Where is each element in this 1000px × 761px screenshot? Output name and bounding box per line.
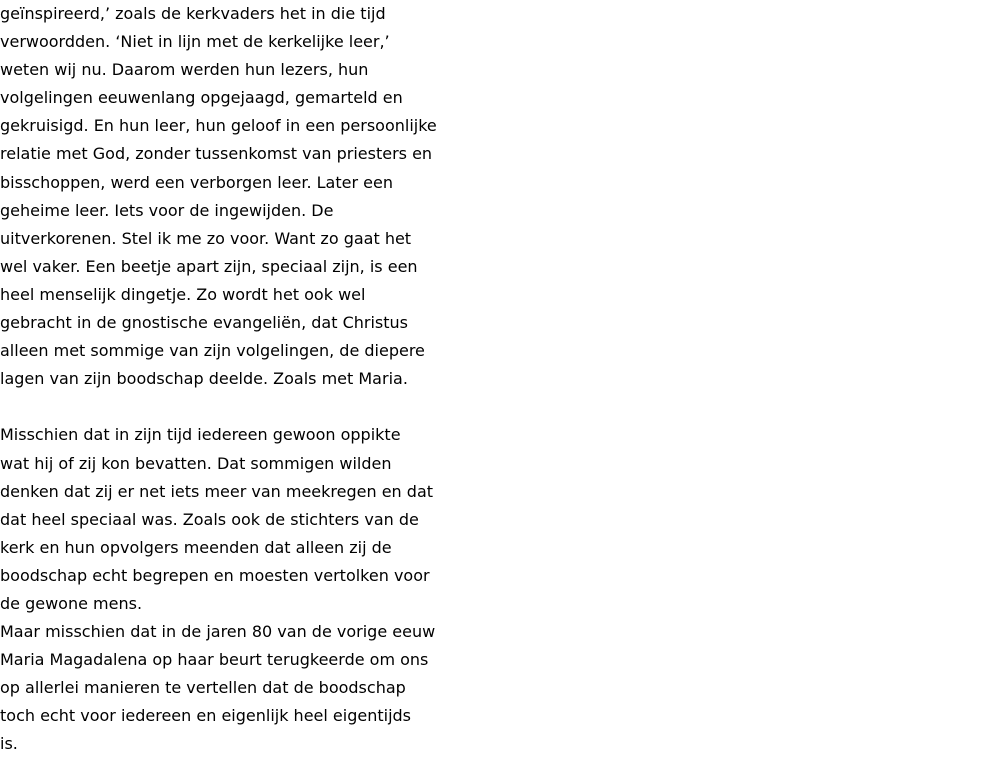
paragraph-gap xyxy=(0,393,500,421)
text-line: op allerlei manieren te vertellen dat de boodschap xyxy=(0,678,406,698)
text-line: toch echt voor iedereen en eigenlijk heel eigentijds xyxy=(0,706,411,726)
text-line: kerk en hun opvolgers meenden dat alleen zij de xyxy=(0,537,392,557)
text-line: dat heel speciaal was. Zoals ook de stichters van de xyxy=(0,509,419,529)
text-line: Maar misschien dat in de jaren 80 van de vorige eeuw xyxy=(0,622,436,642)
text-line: boodschap echt begrepen en moesten vertolken voor xyxy=(0,565,430,585)
body-text xyxy=(0,0,500,759)
text-line: wat hij of zij kon bevatten. Dat sommigen wilden xyxy=(0,453,392,473)
text-line: gekruisigd. En hun leer, hun geloof in een persoonlijke xyxy=(0,116,437,136)
text-line: wel vaker. Een beetje apart zijn, speciaal zijn, is een xyxy=(0,256,418,276)
text-line: heel menselijk dingetje. Zo wordt het ook wel xyxy=(0,284,366,304)
text-line: weten wij nu. Daarom werden hun lezers, hun xyxy=(0,60,369,80)
text-line: lagen van zijn boodschap deelde. Zoals met Maria. xyxy=(0,369,408,389)
text-line: gebracht in de gnostische evangeliën, dat Christus xyxy=(0,313,408,333)
text-line: Misschien dat in zijn tijd iedereen gewoon oppikte xyxy=(0,425,401,445)
text-line: Maria Magadalena op haar beurt terugkeerde om ons xyxy=(0,650,429,670)
text-line: verwoordden. ‘Niet in lijn met de kerkelijke leer,’ xyxy=(0,32,390,52)
text-line: denken dat zij er net iets meer van meekregen en dat xyxy=(0,481,434,501)
text-line: volgelingen eeuwenlang opgejaagd, gemarteld en xyxy=(0,88,403,108)
text-line: relatie met God, zonder tussenkomst van priesters en xyxy=(0,144,433,164)
text-line: geïnspireerd,’ zoals de kerkvaders het in die tijd xyxy=(0,4,386,23)
text-line: de gewone mens. xyxy=(0,593,143,613)
text-line: geheime leer. Iets voor de ingewijden. De xyxy=(0,200,334,220)
text-line: bisschoppen, werd een verborgen leer. Later een xyxy=(0,172,393,192)
text-line: is. xyxy=(0,734,18,754)
text-line: uitverkorenen. Stel ik me zo voor. Want zo gaat het xyxy=(0,228,412,248)
text-line: alleen met sommige van zijn volgelingen, de diepere xyxy=(0,341,425,361)
